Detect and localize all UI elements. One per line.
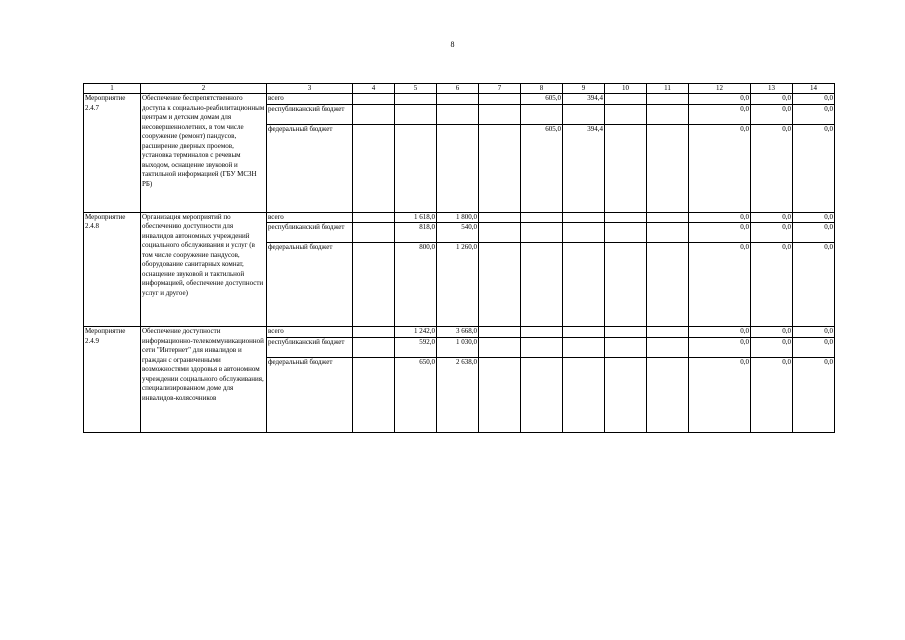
value-cell	[479, 212, 521, 223]
measure-description: Обеспечение беспрепятственного доступа к социально-реабилитационным центрам и детским домам для несовершеннолетних, в том числе сооружение (ремонт) пандусов, расширение дверных проемов, установка терминалов с речевым выходом, оснащение звуковой и тактильной информацией (ГБУ МСЗН РБ)	[141, 94, 267, 213]
header-cell: 2	[141, 84, 267, 94]
value-cell	[521, 337, 563, 357]
budget-table	[83, 83, 835, 433]
value-cell	[563, 104, 605, 124]
value-cell	[479, 337, 521, 357]
value-cell: 0,0	[689, 337, 751, 357]
value-cell: 1 242,0	[395, 327, 437, 338]
value-cell	[437, 124, 479, 212]
funding-source: всего	[267, 94, 353, 105]
value-cell	[521, 327, 563, 338]
value-cell: 0,0	[793, 104, 835, 124]
value-cell: 394,4	[563, 124, 605, 212]
header-cell: 13	[751, 84, 793, 94]
value-cell	[395, 104, 437, 124]
value-cell: 0,0	[689, 223, 751, 243]
value-cell	[647, 337, 689, 357]
value-cell: 0,0	[751, 212, 793, 223]
measure-label: Мероприятие 2.4.7	[84, 94, 141, 213]
value-cell	[521, 357, 563, 432]
value-cell	[395, 124, 437, 212]
value-cell	[479, 124, 521, 212]
value-cell	[647, 327, 689, 338]
measure-label: Мероприятие 2.4.8	[84, 212, 141, 327]
value-cell	[605, 327, 647, 338]
value-cell: 0,0	[793, 357, 835, 432]
value-cell	[563, 357, 605, 432]
funding-source: республиканский бюджет	[267, 104, 353, 124]
header-cell: 5	[395, 84, 437, 94]
value-cell: 0,0	[751, 357, 793, 432]
value-cell: 0,0	[793, 124, 835, 212]
value-cell	[353, 357, 395, 432]
value-cell	[479, 357, 521, 432]
value-cell: 0,0	[793, 243, 835, 327]
table-row	[84, 212, 835, 223]
value-cell	[353, 243, 395, 327]
value-cell	[605, 104, 647, 124]
value-cell	[521, 243, 563, 327]
value-cell: 0,0	[689, 124, 751, 212]
value-cell: 0,0	[689, 94, 751, 105]
value-cell	[353, 223, 395, 243]
header-cell: 1	[84, 84, 141, 94]
value-cell	[647, 94, 689, 105]
value-cell: 0,0	[751, 243, 793, 327]
value-cell	[521, 212, 563, 223]
value-cell: 818,0	[395, 223, 437, 243]
value-cell	[605, 357, 647, 432]
value-cell	[437, 94, 479, 105]
funding-source: федеральный бюджет	[267, 124, 353, 212]
header-cell: 9	[563, 84, 605, 94]
value-cell	[605, 337, 647, 357]
header-cell: 8	[521, 84, 563, 94]
value-cell	[563, 223, 605, 243]
header-cell: 12	[689, 84, 751, 94]
value-cell: 0,0	[793, 212, 835, 223]
funding-source: всего	[267, 327, 353, 338]
value-cell	[353, 124, 395, 212]
value-cell	[647, 243, 689, 327]
value-cell	[353, 94, 395, 105]
value-cell	[521, 223, 563, 243]
value-cell	[605, 124, 647, 212]
value-cell: 605,0	[521, 94, 563, 105]
page-number: 8	[450, 40, 455, 49]
value-cell: 0,0	[689, 357, 751, 432]
value-cell: 0,0	[689, 212, 751, 223]
value-cell: 0,0	[689, 327, 751, 338]
value-cell	[605, 223, 647, 243]
value-cell: 2 638,0	[437, 357, 479, 432]
table-row	[84, 327, 835, 338]
value-cell	[605, 243, 647, 327]
value-cell	[605, 212, 647, 223]
value-cell	[353, 212, 395, 223]
value-cell: 650,0	[395, 357, 437, 432]
value-cell: 592,0	[395, 337, 437, 357]
header-cell: 11	[647, 84, 689, 94]
header-cell: 6	[437, 84, 479, 94]
header-cell: 3	[267, 84, 353, 94]
header-cell: 4	[353, 84, 395, 94]
funding-source: республиканский бюджет	[267, 337, 353, 357]
value-cell	[647, 104, 689, 124]
funding-source: федеральный бюджет	[267, 357, 353, 432]
value-cell: 540,0	[437, 223, 479, 243]
value-cell	[647, 357, 689, 432]
value-cell	[605, 94, 647, 105]
value-cell	[395, 94, 437, 105]
measure-description: Организация мероприятий по обеспечению доступности для инвалидов автономных учреждений социального обслуживания и услуг (в том числе сооружение пандусов, оборудование санитарных комнат, оснащение звуковой и тактильной информацией, обеспечение доступности услуг и другое)	[141, 212, 267, 327]
value-cell	[479, 327, 521, 338]
value-cell	[353, 327, 395, 338]
value-cell	[521, 104, 563, 124]
value-cell: 1 618,0	[395, 212, 437, 223]
value-cell	[647, 223, 689, 243]
value-cell: 0,0	[689, 243, 751, 327]
value-cell: 0,0	[793, 337, 835, 357]
value-cell: 0,0	[751, 124, 793, 212]
value-cell	[479, 243, 521, 327]
value-cell: 0,0	[751, 104, 793, 124]
funding-source: всего	[267, 212, 353, 223]
header-cell: 14	[793, 84, 835, 94]
value-cell: 0,0	[751, 223, 793, 243]
value-cell: 1 260,0	[437, 243, 479, 327]
value-cell: 800,0	[395, 243, 437, 327]
value-cell: 0,0	[751, 94, 793, 105]
table-header-row	[84, 84, 835, 94]
value-cell: 0,0	[793, 94, 835, 105]
value-cell	[563, 337, 605, 357]
table-row	[84, 94, 835, 105]
value-cell	[563, 243, 605, 327]
value-cell: 0,0	[793, 327, 835, 338]
value-cell: 394,4	[563, 94, 605, 105]
value-cell	[353, 337, 395, 357]
value-cell: 1 030,0	[437, 337, 479, 357]
value-cell: 3 668,0	[437, 327, 479, 338]
value-cell	[647, 212, 689, 223]
value-cell: 605,0	[521, 124, 563, 212]
value-cell: 0,0	[751, 337, 793, 357]
value-cell	[563, 212, 605, 223]
value-cell: 0,0	[793, 223, 835, 243]
header-cell: 10	[605, 84, 647, 94]
value-cell: 0,0	[689, 104, 751, 124]
value-cell	[353, 104, 395, 124]
value-cell	[437, 104, 479, 124]
value-cell	[479, 223, 521, 243]
value-cell	[647, 124, 689, 212]
measure-label: Мероприятие 2.4.9	[84, 327, 141, 433]
value-cell	[479, 104, 521, 124]
measure-description: Обеспечение доступности информационно-телекоммуникационной сети "Интернет" для инвалидов и граждан с ограниченными возможностями здоровья в автономном учреждении социального обслуживания, специализированном доме для инвалидов-колясочников	[141, 327, 267, 433]
value-cell	[479, 94, 521, 105]
header-cell: 7	[479, 84, 521, 94]
value-cell: 1 800,0	[437, 212, 479, 223]
funding-source: федеральный бюджет	[267, 243, 353, 327]
funding-source: республиканский бюджет	[267, 223, 353, 243]
value-cell: 0,0	[751, 327, 793, 338]
value-cell	[563, 327, 605, 338]
